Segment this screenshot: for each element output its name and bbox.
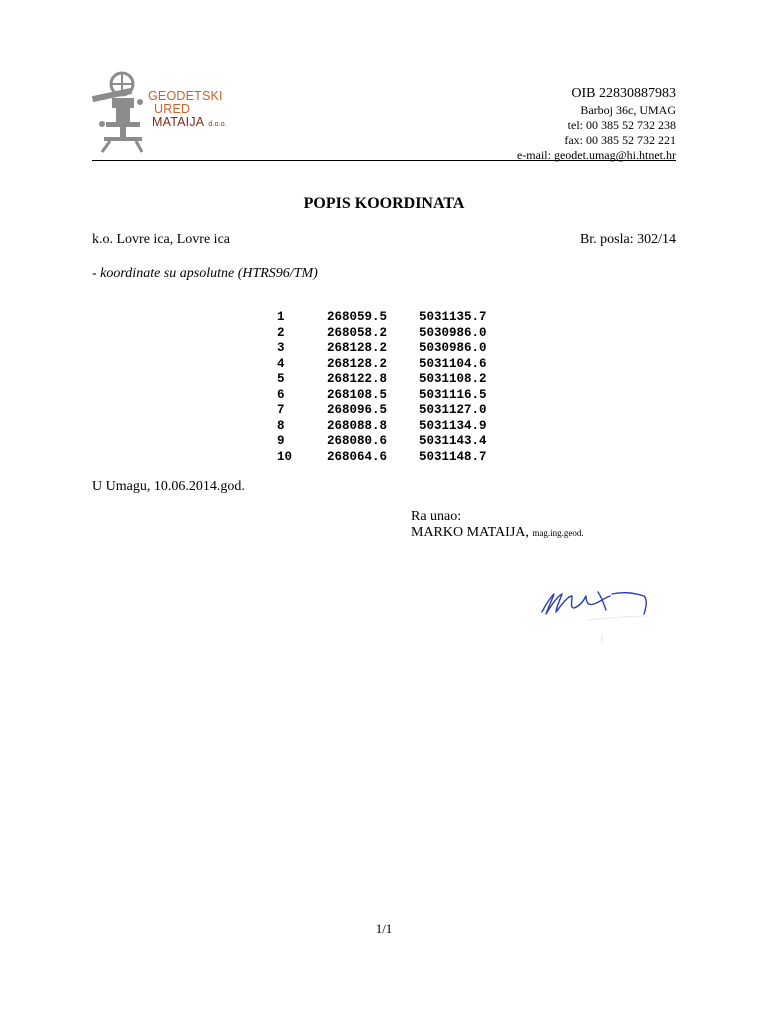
x-coordinate: 5031143.4 (419, 434, 487, 448)
phone: tel: 00 385 52 732 238 (567, 118, 676, 132)
x-coordinate: 5031116.5 (419, 387, 487, 402)
x-coordinate: 5031127.0 (419, 403, 487, 417)
handwritten-signature (528, 578, 653, 648)
y-coordinate: 268064.6 (327, 449, 388, 464)
document-title: POPIS KOORDINATA (303, 195, 465, 212)
address: Barboj 36c, UMAG (580, 103, 676, 117)
point-number: 4 (277, 356, 285, 371)
table-row (272, 310, 499, 326)
logo-text (148, 90, 227, 131)
table-row (272, 357, 499, 373)
point-number: 3 (277, 341, 285, 355)
table-row (272, 450, 499, 466)
calculated-by-label: Ra unao: (411, 509, 462, 524)
signatory-name: MARKO MATAIJA, (411, 525, 529, 540)
point-number: 8 (277, 418, 285, 433)
cadastral-municipality: k.o. Lovre ica, Lovre ica (92, 232, 230, 247)
table-row (272, 372, 499, 388)
logo-line-3 (148, 116, 227, 131)
email: e-mail: geodet.umag@hi.htnet.hr (516, 148, 676, 162)
coordinates-table (272, 310, 499, 465)
contact-block (517, 85, 676, 163)
x-coordinate: 5030986.0 (419, 325, 487, 340)
y-coordinate: 268128.2 (327, 356, 388, 371)
page-number: 1/1 (375, 921, 393, 936)
x-coordinate: 5031135.7 (419, 310, 487, 324)
point-number: 9 (277, 434, 285, 448)
signatory-credentials: mag.ing.geod. (532, 528, 584, 538)
point-number: 10 (277, 449, 293, 464)
x-coordinate: 5031148.7 (419, 449, 487, 464)
fax: fax: 00 385 52 732 221 (564, 133, 676, 147)
table-row (272, 419, 499, 435)
point-number: 1 (277, 310, 285, 324)
logo-line-2: URED (154, 102, 191, 116)
table-row (272, 434, 499, 450)
point-number: 7 (277, 403, 285, 417)
x-coordinate: 5031134.9 (419, 418, 487, 433)
y-coordinate: 268096.5 (327, 403, 388, 417)
table-row (272, 326, 499, 342)
table-row (272, 341, 499, 357)
signatory-block (411, 509, 584, 541)
place-and-date: U Umagu, 10.06.2014.god. (92, 479, 245, 494)
point-number: 2 (277, 325, 285, 340)
point-number: 6 (277, 387, 285, 402)
logo-company-name: MATAIJA (152, 115, 205, 129)
oib-number: OIB 22830887983 (571, 86, 676, 101)
y-coordinate: 268128.2 (327, 341, 388, 355)
coordinate-system-note: - koordinate su apsolutne (HTRS96/TM) (92, 266, 318, 281)
logo-line-1: GEODETSKI (148, 89, 223, 103)
point-number: 5 (277, 372, 285, 386)
header-divider (92, 160, 676, 161)
x-coordinate: 5031104.6 (419, 356, 487, 371)
table-row (272, 388, 499, 404)
theodolite-icon (90, 68, 150, 154)
signatory-line (411, 525, 584, 541)
y-coordinate: 268080.6 (327, 434, 388, 448)
x-coordinate: 5030986.0 (419, 341, 487, 355)
y-coordinate: 268088.8 (327, 418, 388, 433)
y-coordinate: 268059.5 (327, 310, 388, 324)
job-number: Br. posla: 302/14 (579, 232, 676, 247)
table-row (272, 403, 499, 419)
y-coordinate: 268108.5 (327, 387, 388, 402)
y-coordinate: 268058.2 (327, 325, 388, 340)
y-coordinate: 268122.8 (327, 372, 388, 386)
logo-suffix: d.o.o. (208, 121, 228, 128)
x-coordinate: 5031108.2 (419, 372, 487, 386)
company-logo (90, 68, 240, 154)
